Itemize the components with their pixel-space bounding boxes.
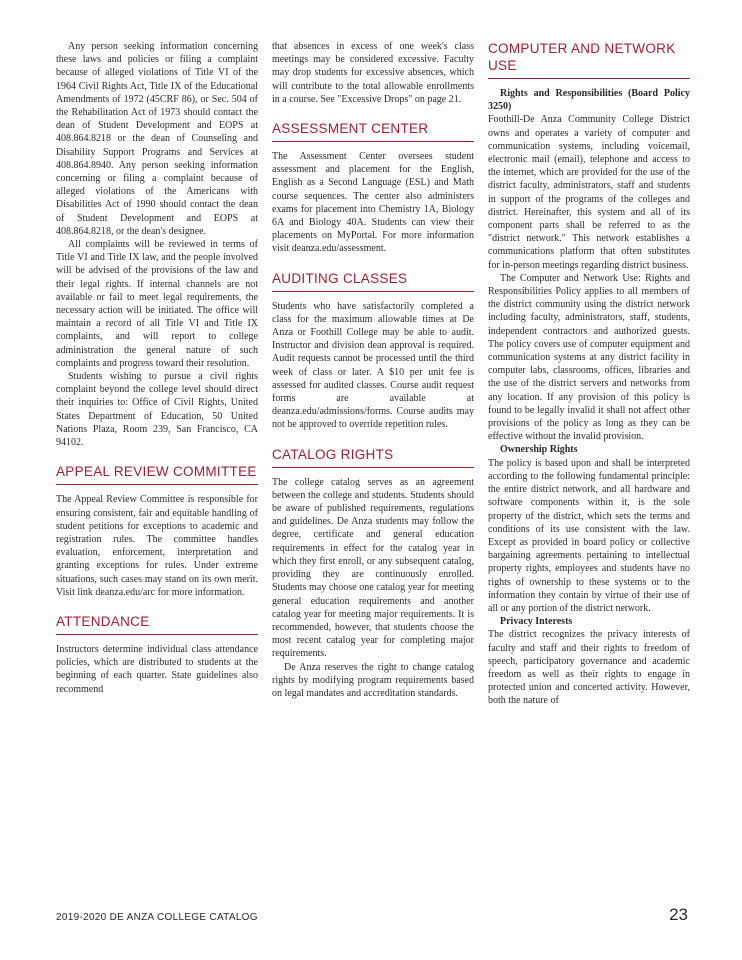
paragraph: The Computer and Network Use: Rights and Responsibilities Policy applies to all members of the district community using the district network including faculty, administrators, staff, students, independent contractors and authorized guests. The policy covers use of computer equipment and communication systems at any district facility in computer labs, classrooms, offices, libraries and the use of the district servers and networks from any location. If any provision of this policy is found to be legally invalid it shall not affect other provisions of the policy as long as they can be effective without the invalid provision. bbox=[488, 272, 690, 443]
paragraph: All complaints will be reviewed in terms of Title VI and Title IX law, and the people involved will be advised of the provisions of the law and their legal rights. If internal channels are not available or fail to meet legal requirements, the necessary action will be initiated. The office will maintain a record of all Title VI and Title IX complaints, and will report to college administration the general nature of such complaints and progress toward their resolution. bbox=[56, 239, 258, 369]
paragraph: De Anza reserves the right to change catalog rights by modifying program requirements based on legal mandates and accreditation standards. bbox=[272, 661, 474, 699]
column-middle bbox=[272, 40, 474, 700]
paragraph: Instructors determine individual class attendance policies, which are distributed to students at the beginning of each quarter. State guidelines also recommend bbox=[56, 643, 258, 695]
paragraph: The Assessment Center oversees student assessment and placement for the English, English as a Second Language (ESL) and Math course sequences. The center also administers exams for placement into Chemistry 1A, Biology 6A and Biology 40A. Students can view their placements on MyPortal. For more information visit deanza.edu/assessment. bbox=[272, 151, 474, 255]
paragraph: Any person seeking information concerning these laws and policies or filing a complaint because of alleged violations of Title VI of the 1964 Civil Rights Act, Title IX of the Educational Amendments of 1972 (45CRF 86), or Sec. 504 of the Rehabilitation Act of 1973 should contact the dean of Student Development and EOPS at 408.864.8218 or the dean of Counseling and Disability Support Programs and Services at 408.864.8940. Any person seeking information concerning or filing a complaint because of alleged violations of the Americans with Disabilities Act of 1990 should contact the dean of Student Development and EOPS at 408.864.8218, or the dean's designee. bbox=[56, 41, 258, 237]
paragraph: Students who have satisfactorily completed a class for the maximum allowable times at De Anza or Foothill College may be able to audit. Instructor and division dean approval is required. Audit requests cannot be processed until the third week of class or later. A $10 per unit fee is assessed for audited classes. Course audit request forms are available at deanza.edu/admissions/forms. Course audits may not be approved to override repetition rules. bbox=[272, 300, 474, 431]
paragraph: The district recognizes the privacy interests of faculty and staff and their rights to freedom of speech, participatory governance and academic freedom as well as their rights to engage in protected union and concerted activity. However, both the nature of bbox=[488, 629, 690, 707]
footer-catalog-title: 2019-2020 DE ANZA COLLEGE CATALOG bbox=[56, 912, 258, 923]
subheading-rights: Rights and Responsibilities (Board Policy 3250) bbox=[488, 88, 690, 113]
page-number: 23 bbox=[669, 905, 688, 924]
paragraph: that absences in excess of one week's class meetings may be considered excessive. Faculty may drop students for excessive absences, which will contribute to the total allowable enrollments in a course. See "Excessive Drops" on page 21. bbox=[272, 41, 474, 105]
paragraph: Students wishing to pursue a civil rights complaint beyond the college level should direct their inquiries to: Office of Civil Rights, United States Department of Education, 50 United Nations Plaza, Room 239, San Francisco, CA 94102. bbox=[56, 371, 258, 449]
section-heading-assessment-center: ASSESSMENT CENTER bbox=[272, 120, 474, 142]
column-right bbox=[488, 40, 690, 708]
subheading-ownership: Ownership Rights bbox=[500, 444, 578, 456]
column-left bbox=[56, 40, 258, 696]
section-heading-auditing-classes: AUDITING CLASSES bbox=[272, 270, 474, 292]
paragraph: The policy is based upon and shall be interpreted according to the following fundamental principle: the entire district network, and all hardware and software components within it, is the sole property of the district, which sets the terms and conditions of its use consistent with the law. Except as provided in board policy or collective bargaining agreements pertaining to intellectual property rights, employees and students have no rights of ownership to these systems or to the information they contain by virtue of their use of all or any portion of the district network. bbox=[488, 457, 690, 614]
section-heading-attendance: ATTENDANCE bbox=[56, 613, 258, 635]
paragraph: The college catalog serves as an agreement between the college and students. Students should be aware of published requirements, regulations and guidelines. De Anza students may follow the degree, certificate and general education requirements in effect for the catalog year in which they first enroll, or any subsequent catalog, providing they are continuously enrolled. Students may choose one catalog year for meeting general education requirements and another catalog year for meeting major requirements. It is recommended, however, that students choose the most recent catalog year for completing major requirements. bbox=[272, 476, 474, 660]
section-heading-appeal-review: APPEAL REVIEW COMMITTEE bbox=[56, 463, 258, 485]
paragraph: Foothill-De Anza Community College District owns and operates a variety of computer and communication systems, including voicemail, electronic mail (email), telephone and access to the internet, which are provided for the use of the district faculty, administrators, staff and students in support of the programs of the colleges and district. Hereinafter, this system and all of its component parts shall be referred to as the "district network." This network establishes a communications platform that often substitutes for in-person meetings regarding district business. bbox=[488, 114, 690, 271]
section-heading-catalog-rights: CATALOG RIGHTS bbox=[272, 446, 474, 468]
subheading-privacy: Privacy Interests bbox=[500, 616, 573, 628]
section-heading-computer-network-use: COMPUTER AND NETWORK USE bbox=[488, 40, 690, 79]
paragraph: The Appeal Review Committee is responsible for ensuring consistent, fair and equitable handling of student petitions for exceptions to academic and registration rules. The committee handles evaluation, enforcement, interpretation and granting exceptions for rules. Under extreme situations, such cases may stand on its own merit. Visit link deanza.edu/arc for more information. bbox=[56, 494, 258, 598]
